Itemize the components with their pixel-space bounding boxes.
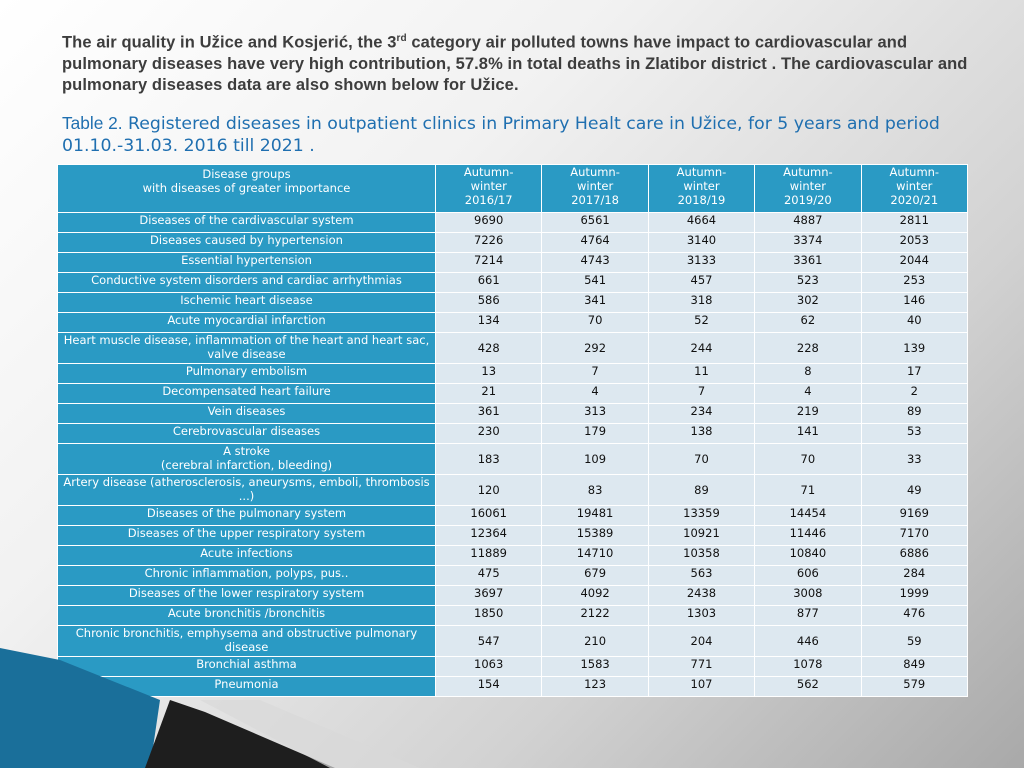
count-cell: 154 (436, 677, 542, 697)
disease-name: Essential hypertension (58, 253, 436, 273)
count-cell: 1078 (755, 657, 861, 677)
count-cell: 562 (755, 677, 861, 697)
disease-name: Decompensated heart failure (58, 384, 436, 404)
count-cell: 6561 (542, 213, 648, 233)
table-row (58, 213, 968, 233)
count-cell: 563 (648, 566, 754, 586)
header-season: Autumn- winter 2018/19 (648, 165, 754, 213)
count-cell: 586 (436, 293, 542, 313)
count-cell: 541 (542, 273, 648, 293)
table-row (58, 293, 968, 313)
heading-part2: category air polluted towns have impact to cardiovascular and pulmonary diseases have very high contribution, 57.8% in total deaths in Zlatibor district . The cardiovascular and pulmonary diseases data are also shown below for Užice. (62, 33, 968, 94)
count-cell: 4743 (542, 253, 648, 273)
count-cell: 14454 (755, 506, 861, 526)
count-cell: 230 (436, 424, 542, 444)
count-cell: 19481 (542, 506, 648, 526)
count-cell: 13359 (648, 506, 754, 526)
header-disease-groups-line1: Disease groups (202, 167, 291, 181)
count-cell: 139 (861, 333, 967, 364)
header-season: Autumn- winter 2016/17 (436, 165, 542, 213)
table-row (58, 444, 968, 475)
count-cell: 341 (542, 293, 648, 313)
table-row (58, 546, 968, 566)
count-cell: 476 (861, 606, 967, 626)
count-cell: 661 (436, 273, 542, 293)
count-cell: 4092 (542, 586, 648, 606)
count-cell: 183 (436, 444, 542, 475)
count-cell: 123 (542, 677, 648, 697)
diseases-table (57, 164, 968, 697)
table-row (58, 677, 968, 697)
disease-name: Diseases of the pulmonary system (58, 506, 436, 526)
table-caption-text: Registered diseases in outpatient clinics in Primary Healt care in Užice, for 5 years and period 01.10.-31.03. 2016 till 2021 . (62, 114, 940, 156)
count-cell: 33 (861, 444, 967, 475)
header-season: Autumn- winter 2020/21 (861, 165, 967, 213)
count-cell: 9169 (861, 506, 967, 526)
count-cell: 679 (542, 566, 648, 586)
table-caption (62, 112, 982, 157)
count-cell: 4764 (542, 233, 648, 253)
count-cell: 21 (436, 384, 542, 404)
count-cell: 8 (755, 364, 861, 384)
count-cell: 547 (436, 626, 542, 657)
count-cell: 579 (861, 677, 967, 697)
table-row (58, 526, 968, 546)
disease-name: Pulmonary embolism (58, 364, 436, 384)
table-row (58, 586, 968, 606)
count-cell: 179 (542, 424, 648, 444)
count-cell: 62 (755, 313, 861, 333)
table-row (58, 475, 968, 506)
count-cell: 70 (542, 313, 648, 333)
table-row (58, 233, 968, 253)
disease-name: Acute bronchitis /bronchitis (58, 606, 436, 626)
count-cell: 2438 (648, 586, 754, 606)
count-cell: 109 (542, 444, 648, 475)
count-cell: 89 (648, 475, 754, 506)
table-row (58, 506, 968, 526)
count-cell: 361 (436, 404, 542, 424)
stripe-dark-band (145, 700, 335, 768)
count-cell: 3140 (648, 233, 754, 253)
count-cell: 475 (436, 566, 542, 586)
header-season: Autumn- winter 2019/20 (755, 165, 861, 213)
count-cell: 7 (542, 364, 648, 384)
disease-name: Diseases of the upper respiratory system (58, 526, 436, 546)
count-cell: 457 (648, 273, 754, 293)
count-cell: 210 (542, 626, 648, 657)
count-cell: 234 (648, 404, 754, 424)
count-cell: 13 (436, 364, 542, 384)
table-row (58, 566, 968, 586)
count-cell: 3008 (755, 586, 861, 606)
count-cell: 2122 (542, 606, 648, 626)
count-cell: 2044 (861, 253, 967, 273)
count-cell: 59 (861, 626, 967, 657)
count-cell: 1850 (436, 606, 542, 626)
header-season: Autumn- winter 2017/18 (542, 165, 648, 213)
count-cell: 1063 (436, 657, 542, 677)
table-row (58, 657, 968, 677)
count-cell: 4887 (755, 213, 861, 233)
count-cell: 6886 (861, 546, 967, 566)
count-cell: 70 (648, 444, 754, 475)
count-cell: 523 (755, 273, 861, 293)
count-cell: 40 (861, 313, 967, 333)
count-cell: 7226 (436, 233, 542, 253)
disease-name: Pneumonia (58, 677, 436, 697)
count-cell: 120 (436, 475, 542, 506)
disease-name: Diseases of the cardivascular system (58, 213, 436, 233)
disease-name: Acute myocardial infarction (58, 313, 436, 333)
count-cell: 4664 (648, 213, 754, 233)
disease-name: Diseases caused by hypertension (58, 233, 436, 253)
count-cell: 70 (755, 444, 861, 475)
count-cell: 4 (755, 384, 861, 404)
table-row (58, 313, 968, 333)
count-cell: 49 (861, 475, 967, 506)
count-cell: 253 (861, 273, 967, 293)
disease-name: Conductive system disorders and cardiac arrhythmias (58, 273, 436, 293)
count-cell: 1999 (861, 586, 967, 606)
table-row (58, 253, 968, 273)
count-cell: 2811 (861, 213, 967, 233)
count-cell: 12364 (436, 526, 542, 546)
count-cell: 10840 (755, 546, 861, 566)
count-cell: 446 (755, 626, 861, 657)
count-cell: 302 (755, 293, 861, 313)
disease-name: Artery disease (atherosclerosis, aneurysms, emboli, thrombosis ...) (58, 475, 436, 506)
disease-name: Bronchial asthma (58, 657, 436, 677)
table-row (58, 273, 968, 293)
count-cell: 9690 (436, 213, 542, 233)
count-cell: 17 (861, 364, 967, 384)
count-cell: 16061 (436, 506, 542, 526)
count-cell: 2 (861, 384, 967, 404)
heading-part1: The air quality in Užice and Kosjerić, the 3 (62, 33, 397, 52)
count-cell: 107 (648, 677, 754, 697)
count-cell: 15389 (542, 526, 648, 546)
table-body (58, 213, 968, 697)
disease-name: Ischemic heart disease (58, 293, 436, 313)
count-cell: 7170 (861, 526, 967, 546)
disease-name: Vein diseases (58, 404, 436, 424)
count-cell: 89 (861, 404, 967, 424)
count-cell: 52 (648, 313, 754, 333)
count-cell: 3361 (755, 253, 861, 273)
count-cell: 10358 (648, 546, 754, 566)
disease-name: Heart muscle disease, inflammation of the heart and heart sac, valve disease (58, 333, 436, 364)
count-cell: 10921 (648, 526, 754, 546)
count-cell: 284 (861, 566, 967, 586)
disease-name: Acute infections (58, 546, 436, 566)
count-cell: 4 (542, 384, 648, 404)
disease-name-line1: A stroke (223, 444, 270, 458)
count-cell: 244 (648, 333, 754, 364)
count-cell: 11889 (436, 546, 542, 566)
header-disease-groups (58, 165, 436, 213)
disease-name: Chronic inflammation, polyps, pus.. (58, 566, 436, 586)
table-row (58, 404, 968, 424)
count-cell: 3133 (648, 253, 754, 273)
count-cell: 14710 (542, 546, 648, 566)
disease-name: Cerebrovascular diseases (58, 424, 436, 444)
count-cell: 3374 (755, 233, 861, 253)
count-cell: 141 (755, 424, 861, 444)
count-cell: 849 (861, 657, 967, 677)
heading-superscript: rd (396, 33, 407, 44)
count-cell: 138 (648, 424, 754, 444)
count-cell: 71 (755, 475, 861, 506)
count-cell: 292 (542, 333, 648, 364)
table-row (58, 606, 968, 626)
count-cell: 204 (648, 626, 754, 657)
count-cell: 318 (648, 293, 754, 313)
table-row (58, 384, 968, 404)
table-row (58, 333, 968, 364)
count-cell: 2053 (861, 233, 967, 253)
disease-name (58, 444, 436, 475)
header-disease-groups-line2: with diseases of greater importance (142, 181, 351, 195)
table-header-row (58, 165, 968, 213)
slide-heading (62, 28, 982, 96)
count-cell: 83 (542, 475, 648, 506)
disease-name: Diseases of the lower respiratory system (58, 586, 436, 606)
count-cell: 53 (861, 424, 967, 444)
count-cell: 146 (861, 293, 967, 313)
stripe-light-band (200, 700, 420, 768)
count-cell: 11446 (755, 526, 861, 546)
count-cell: 228 (755, 333, 861, 364)
disease-name-line2: (cerebral infarction, bleeding) (160, 458, 333, 472)
count-cell: 219 (755, 404, 861, 424)
count-cell: 771 (648, 657, 754, 677)
count-cell: 11 (648, 364, 754, 384)
count-cell: 134 (436, 313, 542, 333)
count-cell: 3697 (436, 586, 542, 606)
count-cell: 313 (542, 404, 648, 424)
table-row (58, 424, 968, 444)
table-caption-lead: Table 2. (62, 113, 123, 133)
count-cell: 1303 (648, 606, 754, 626)
count-cell: 7214 (436, 253, 542, 273)
count-cell: 606 (755, 566, 861, 586)
count-cell: 1583 (542, 657, 648, 677)
count-cell: 877 (755, 606, 861, 626)
table-row (58, 626, 968, 657)
disease-name: Chronic bronchitis, emphysema and obstructive pulmonary disease (58, 626, 436, 657)
table-row (58, 364, 968, 384)
count-cell: 7 (648, 384, 754, 404)
count-cell: 428 (436, 333, 542, 364)
